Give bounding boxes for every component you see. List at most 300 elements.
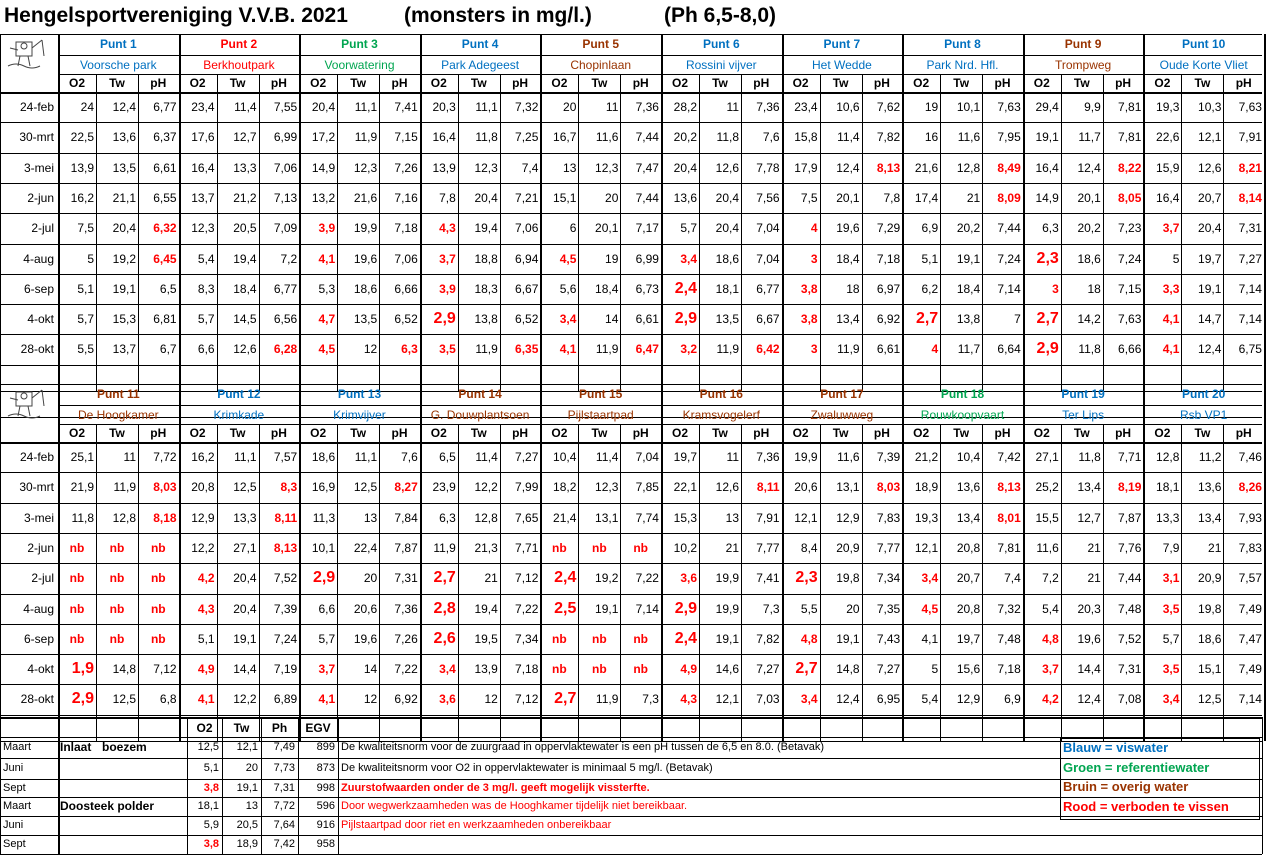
data-cell: 21: [484, 571, 498, 586]
data-cell: 8,11: [274, 510, 298, 525]
data-cell: 7,83: [876, 510, 901, 525]
data-cell: 11,9: [354, 130, 378, 145]
data-cell: 2,4: [674, 629, 697, 647]
data-cell: 7,42: [997, 450, 1021, 464]
data-cell: 7,48: [1118, 601, 1142, 616]
data-cell: 14: [363, 662, 378, 677]
date-label: 28-okt: [20, 692, 54, 707]
data-cell: 20,3: [1077, 601, 1101, 616]
data-cell: 4,3: [680, 692, 697, 707]
data-cell: 7,65: [515, 510, 539, 525]
data-cell: 18,6: [715, 251, 739, 266]
data-cell: 7,81: [1118, 100, 1142, 114]
data-cell: 19,7: [956, 631, 981, 646]
data-cell: 20,6: [794, 480, 818, 495]
grid-line: [0, 717, 1, 854]
data-cell: 16,9: [311, 480, 336, 495]
data-cell: 12,2: [191, 540, 215, 555]
data-cell: 7,52: [1118, 631, 1142, 646]
bottom-tw: 19,1: [236, 782, 258, 794]
data-cell: 4,1: [921, 631, 939, 646]
data-cell: 7,8: [883, 190, 901, 205]
data-cell: 19,1: [112, 281, 136, 296]
data-cell: 13,3: [233, 510, 257, 525]
data-cell: 7,84: [394, 510, 418, 525]
data-cell: 21,1: [112, 190, 136, 205]
location-name: De Hoogkamer: [77, 408, 159, 422]
data-cell: 17,2: [311, 130, 336, 145]
column-header: O2: [430, 76, 447, 90]
data-cell: 21: [1087, 540, 1101, 555]
data-cell: 12,1: [794, 510, 818, 525]
data-cell: 2,9: [312, 569, 336, 587]
bottom-o2: 12,5: [197, 741, 219, 753]
data-cell: 7,87: [394, 540, 418, 555]
data-cell: 15,5: [1035, 510, 1059, 525]
data-cell: 12,6: [233, 342, 257, 357]
data-cell: 3,4: [439, 662, 456, 677]
group-label: boezem: [102, 740, 147, 754]
data-cell: 7,3: [642, 692, 659, 707]
column-header: pH: [994, 76, 1011, 90]
data-cell: 7,22: [394, 662, 418, 677]
data-cell: 11,8: [716, 130, 739, 145]
date-label: 24-feb: [19, 450, 54, 464]
column-header: pH: [1235, 76, 1252, 90]
punt-label: Punt 2: [220, 37, 258, 51]
data-cell: 4,7: [318, 312, 336, 327]
data-cell: 23,9: [432, 480, 456, 495]
date-label: 4-okt: [27, 662, 54, 677]
data-cell: 7: [1014, 312, 1021, 327]
data-cell: nb: [109, 540, 125, 555]
data-cell: 7,06: [515, 221, 539, 236]
data-cell: 13,2: [311, 190, 336, 205]
data-cell: 6,3: [439, 510, 456, 525]
date-label: 30-mrt: [19, 480, 54, 495]
data-cell: 7,9: [1162, 540, 1180, 555]
data-cell: 9,9: [1084, 100, 1101, 114]
note-text: Pijlstaartpad door riet en werkzaamheden onbereikbaar: [341, 819, 612, 831]
grid-line: [0, 854, 1262, 855]
data-cell: 12,7: [1077, 510, 1101, 525]
data-cell: 19,1: [715, 631, 739, 646]
column-header: pH: [150, 426, 167, 440]
data-cell: 16,2: [191, 450, 215, 464]
data-cell: 11: [605, 100, 619, 114]
data-cell: 20,8: [956, 540, 981, 555]
data-cell: 5,1: [77, 281, 94, 296]
data-cell: 18: [1087, 281, 1101, 296]
data-cell: 7,55: [273, 100, 298, 114]
data-cell: 13,9: [432, 160, 456, 175]
data-cell: 27,1: [233, 540, 257, 555]
data-cell: 3,8: [800, 281, 818, 296]
column-header: pH: [512, 76, 529, 90]
data-cell: 20,7: [1198, 190, 1222, 205]
data-cell: 2,7: [433, 569, 456, 587]
data-cell: 7,72: [153, 450, 177, 464]
data-cell: 12: [484, 692, 498, 707]
data-cell: 7,24: [273, 631, 298, 646]
data-cell: 15,8: [794, 130, 818, 145]
data-cell: 19,7: [673, 450, 697, 464]
punt-label: Punt 20: [1182, 387, 1226, 401]
data-cell: 4,1: [559, 342, 577, 357]
data-cell: 3,9: [439, 281, 456, 296]
data-cell: 4,1: [318, 251, 336, 266]
data-cell: 21,3: [474, 540, 498, 555]
data-cell: 19: [605, 251, 619, 266]
location-name: Rossini vijver: [685, 58, 757, 72]
column-header: Tw: [591, 76, 608, 90]
data-cell: 28,2: [673, 100, 697, 114]
data-cell: 7,95: [997, 130, 1021, 145]
data-cell: 7,83: [1238, 540, 1262, 555]
data-cell: 14,7: [1198, 312, 1222, 327]
data-cell: 4,2: [1042, 692, 1059, 707]
data-cell: 6,5: [159, 281, 177, 296]
data-cell: 6,61: [153, 160, 177, 175]
data-cell: 18,6: [353, 281, 378, 296]
data-cell: 14,9: [1035, 190, 1059, 205]
data-cell: 12,7: [233, 130, 257, 145]
data-cell: 2,9: [674, 599, 697, 617]
data-cell: nb: [150, 571, 166, 586]
data-cell: 4,2: [197, 571, 215, 586]
punt-label: Punt 3: [341, 37, 378, 51]
column-header: O2: [1033, 426, 1050, 440]
data-cell: 7,27: [515, 450, 539, 464]
data-cell: 5,4: [197, 251, 215, 266]
data-cell: 7,22: [635, 571, 659, 586]
data-cell: 6,7: [159, 342, 177, 357]
data-cell: 20,1: [1077, 190, 1101, 205]
data-cell: 14,9: [311, 160, 336, 175]
column-header: O2: [671, 426, 688, 440]
data-cell: 20,6: [353, 601, 378, 616]
bottom-egv: 958: [316, 838, 335, 850]
data-cell: 5: [87, 251, 94, 266]
data-cell: 19,1: [1198, 281, 1222, 296]
data-cell: 12,9: [956, 692, 981, 707]
data-cell: 2,9: [1036, 340, 1059, 358]
data-cell: 18,6: [311, 450, 336, 464]
data-cell: nb: [109, 571, 125, 586]
data-cell: 6,3: [401, 342, 418, 357]
data-cell: 13: [563, 160, 577, 175]
data-cell: nb: [592, 540, 607, 555]
data-cell: 20,1: [595, 221, 619, 236]
data-cell: 3,4: [921, 571, 939, 586]
data-cell: 7,14: [1238, 281, 1262, 296]
data-cell: 3,7: [1162, 221, 1180, 236]
column-header: Tw: [350, 426, 367, 440]
data-cell: 11,1: [354, 450, 378, 464]
column-header: Tw: [350, 76, 367, 90]
data-cell: nb: [633, 662, 649, 677]
column-header: O2: [913, 76, 930, 90]
data-cell: 2,7: [554, 690, 577, 708]
data-cell: 7,27: [756, 662, 780, 677]
data-cell: 7,47: [635, 160, 659, 175]
data-cell: 7,12: [515, 571, 539, 586]
data-cell: 19: [924, 100, 939, 114]
data-cell: 7,47: [1238, 631, 1262, 646]
data-cell: 6: [569, 221, 577, 236]
data-cell: 7,6: [762, 130, 780, 145]
data-cell: 6,64: [997, 342, 1021, 357]
note-text: De kwaliteitsnorm voor de zuurgraad in oppervlaktewater is een pH tussen de 6,5 en 8.0. (Betavak): [341, 741, 825, 753]
data-cell: 7,18: [394, 221, 418, 236]
data-cell: nb: [109, 631, 125, 646]
data-cell: 13,4: [836, 312, 860, 327]
legend-entry: Blauw = viswater: [1063, 740, 1169, 755]
data-cell: 7,71: [515, 540, 539, 555]
data-cell: 7,36: [394, 601, 418, 616]
data-cell: 3,6: [680, 571, 697, 586]
data-cell: 11,9: [475, 342, 498, 357]
column-header: O2: [792, 426, 809, 440]
data-cell: 19,1: [836, 631, 860, 646]
data-cell: 7,18: [876, 251, 901, 266]
data-cell: 19,1: [956, 251, 981, 266]
column-header: O2: [68, 426, 85, 440]
data-cell: 7,09: [273, 221, 298, 236]
sheet-title: Hengelsportvereniging V.V.B. 2021: [4, 4, 348, 27]
data-cell: 12,9: [836, 510, 860, 525]
data-cell: 7,13: [273, 190, 298, 205]
data-cell: 6,35: [515, 342, 539, 357]
data-cell: 19,6: [836, 221, 860, 236]
data-cell: 5,6: [559, 281, 577, 296]
data-cell: 7,77: [756, 540, 780, 555]
data-cell: 7,35: [876, 601, 901, 616]
data-cell: 16,4: [1156, 190, 1180, 205]
data-cell: 20,9: [1198, 571, 1222, 586]
column-header: pH: [391, 76, 408, 90]
data-cell: 29,4: [1035, 100, 1059, 114]
data-cell: 11,8: [71, 510, 94, 525]
location-name: Trompweg: [1054, 58, 1112, 72]
data-cell: 7,06: [273, 160, 298, 175]
data-cell: 4,3: [439, 221, 456, 236]
data-cell: 7,06: [394, 251, 418, 266]
data-cell: 7,27: [1238, 251, 1262, 266]
data-cell: 25,2: [1035, 480, 1059, 495]
date-label: 2-jul: [31, 571, 54, 586]
data-cell: 8,14: [1238, 190, 1262, 205]
data-cell: 7,36: [756, 450, 780, 464]
data-cell: 7,87: [1118, 510, 1142, 525]
data-cell: 7,62: [876, 100, 901, 114]
data-cell: 13,3: [233, 160, 257, 175]
data-cell: 7,44: [1118, 571, 1142, 586]
data-cell: 2,3: [795, 569, 818, 587]
data-cell: 19,7: [1198, 251, 1222, 266]
data-cell: 15,9: [1156, 160, 1180, 175]
data-cell: 11,6: [837, 450, 860, 464]
column-header: pH: [753, 426, 770, 440]
data-cell: 7,08: [1118, 692, 1142, 707]
data-cell: 7,49: [1238, 662, 1262, 677]
data-cell: 12,1: [1198, 130, 1222, 145]
data-cell: 5: [1172, 251, 1180, 266]
data-cell: 12,4: [1077, 692, 1101, 707]
data-cell: 16,2: [70, 190, 94, 205]
data-cell: 21,2: [233, 190, 257, 205]
column-header: Tw: [591, 426, 608, 440]
column-header: pH: [270, 76, 287, 90]
data-cell: 12,6: [715, 160, 739, 175]
data-cell: 11,4: [475, 450, 498, 464]
column-header: O2: [310, 426, 327, 440]
data-cell: 8,3: [280, 480, 298, 495]
data-cell: 16: [924, 130, 939, 145]
data-cell: 13,4: [1077, 480, 1101, 495]
data-cell: 7,26: [394, 160, 418, 175]
column-header: pH: [270, 426, 287, 440]
data-cell: 20,7: [956, 571, 981, 586]
data-cell: 19,1: [595, 601, 619, 616]
legend-entry: Groen = referentiewater: [1063, 759, 1210, 775]
data-cell: 19,4: [233, 251, 257, 266]
location-name: Ter Lips: [1062, 408, 1105, 422]
data-cell: 3,6: [439, 692, 456, 707]
data-cell: 8,27: [394, 480, 418, 495]
data-cell: 7,41: [756, 571, 780, 586]
data-cell: 7,81: [1118, 130, 1142, 145]
data-cell: 7,91: [756, 510, 780, 525]
data-cell: 11,8: [475, 130, 498, 145]
data-cell: 2,3: [1036, 249, 1059, 267]
data-cell: 19,3: [914, 510, 939, 525]
column-header: O2: [189, 76, 206, 90]
data-cell: 4,5: [559, 251, 577, 266]
punt-label: Punt 14: [458, 387, 502, 401]
data-cell: 6,52: [394, 312, 418, 327]
date-label: 24-feb: [19, 100, 54, 114]
data-cell: 6,99: [273, 130, 298, 145]
bottom-ph: 7,72: [273, 800, 295, 812]
data-cell: 17,4: [914, 190, 939, 205]
data-cell: 16,7: [553, 130, 577, 145]
bottom-tw: 20,5: [236, 819, 258, 831]
data-cell: 21: [1087, 571, 1101, 586]
data-cell: 14,4: [233, 662, 257, 677]
data-cell: 19,8: [836, 571, 860, 586]
data-cell: 4,8: [1042, 631, 1059, 646]
data-cell: 6,47: [635, 342, 659, 357]
data-cell: 7,49: [1238, 601, 1262, 616]
data-cell: 7,12: [153, 662, 177, 677]
data-cell: 7,99: [515, 480, 539, 495]
column-header: pH: [994, 426, 1011, 440]
data-cell: nb: [150, 540, 166, 555]
data-cell: 7,14: [997, 281, 1021, 296]
data-cell: 6,28: [273, 342, 298, 357]
data-cell: 6,3: [1042, 221, 1059, 236]
data-cell: 10,6: [836, 100, 860, 114]
data-cell: 11,1: [475, 100, 498, 114]
data-cell: 7,26: [394, 631, 418, 646]
data-cell: 7,41: [394, 100, 418, 114]
data-cell: 6,75: [1238, 342, 1262, 357]
data-cell: 18,6: [1198, 631, 1222, 646]
bottom-ph: 7,42: [273, 838, 295, 850]
bottom-egv: 916: [316, 819, 335, 831]
data-cell: 7,14: [1238, 312, 1262, 327]
data-cell: 13,6: [673, 190, 697, 205]
column-header: O2: [430, 426, 447, 440]
data-cell: 12,1: [914, 540, 939, 555]
date-label: 2-jun: [27, 540, 54, 555]
data-cell: 11: [726, 450, 739, 464]
data-cell: 12,9: [191, 510, 215, 525]
punt-label: Punt 5: [582, 37, 620, 51]
data-cell: 21: [725, 540, 739, 555]
data-cell: 7,23: [1118, 221, 1142, 236]
column-header: O2: [1033, 76, 1050, 90]
bottom-o2: 5,9: [203, 819, 219, 831]
data-cell: 22,5: [70, 130, 94, 145]
data-cell: 20,8: [191, 480, 215, 495]
sample-month: Sept: [3, 782, 26, 794]
data-cell: 7,3: [762, 601, 780, 616]
data-cell: 13,8: [956, 312, 981, 327]
data-cell: 5,7: [197, 312, 215, 327]
data-cell: 10,4: [553, 450, 577, 464]
data-cell: 12,5: [353, 480, 378, 495]
data-cell: 12,2: [474, 480, 498, 495]
bottom-egv: 596: [316, 800, 335, 812]
data-cell: 16,4: [432, 130, 456, 145]
location-name: Voorwatering: [324, 58, 395, 72]
data-cell: 7,34: [876, 571, 901, 586]
data-cell: 6,77: [273, 281, 298, 296]
data-cell: 11,9: [595, 342, 619, 357]
data-cell: 12,3: [191, 221, 215, 236]
data-cell: 2,7: [915, 310, 939, 328]
column-header: Tw: [953, 426, 970, 440]
data-cell: 7,93: [1238, 510, 1262, 525]
grid-line: [338, 717, 339, 854]
column-header: pH: [873, 426, 890, 440]
data-cell: 19,9: [353, 221, 378, 236]
data-cell: nb: [69, 540, 85, 555]
data-cell: 7,04: [756, 251, 780, 266]
data-cell: 15,3: [673, 510, 697, 525]
data-cell: 4: [810, 221, 818, 236]
data-cell: 7,14: [1238, 692, 1262, 707]
note-text: Zuurstofwaarden onder de 3 mg/l. geeft mogelijk vissterfte.: [341, 782, 650, 794]
data-cell: 5,5: [800, 601, 818, 616]
data-cell: 8,4: [800, 540, 818, 555]
data-cell: 8,19: [1118, 480, 1142, 495]
data-cell: 19,1: [1035, 130, 1059, 145]
data-cell: 12,3: [595, 160, 619, 175]
data-cell: 2,9: [674, 310, 697, 328]
punt-label: Punt 1: [99, 37, 137, 51]
data-cell: 8,13: [876, 160, 901, 175]
data-cell: 11,9: [113, 480, 136, 495]
data-cell: 3,1: [1162, 571, 1180, 586]
column-header: Tw: [1073, 76, 1090, 90]
data-cell: 12,5: [233, 480, 257, 495]
data-cell: 7,82: [756, 631, 780, 646]
data-cell: 6,61: [635, 312, 659, 327]
data-cell: 19,1: [233, 631, 257, 646]
